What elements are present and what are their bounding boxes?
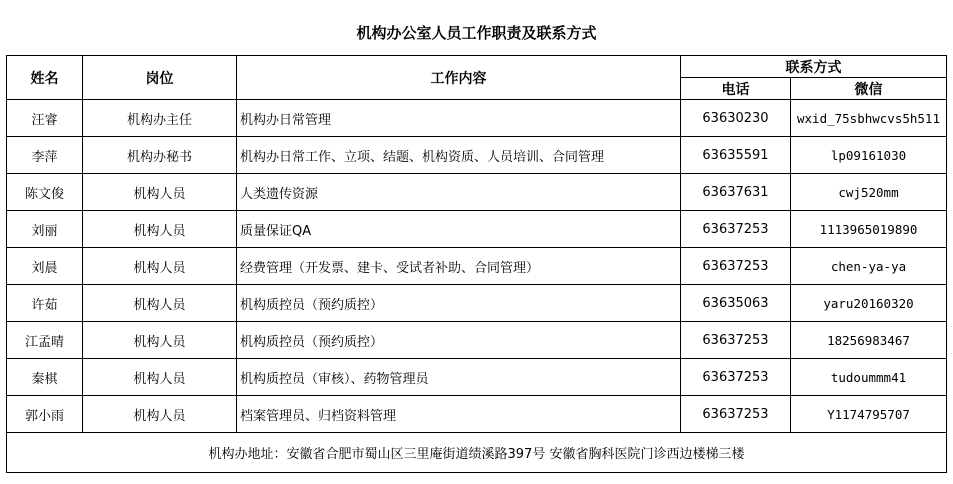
cell-name: 江孟晴 [7, 322, 83, 359]
cell-position: 机构人员 [83, 211, 237, 248]
header-contact: 联系方式 [681, 56, 947, 78]
cell-position: 机构人员 [83, 285, 237, 322]
office-address: 机构办地址：安徽省合肥市蜀山区三里庵街道绩溪路397号 安徽省胸科医院门诊西边楼梯三楼 [7, 433, 947, 473]
cell-wechat: 18256983467 [791, 322, 947, 359]
cell-wechat: lp09161030 [791, 137, 947, 174]
cell-work: 机构办日常管理 [237, 100, 681, 137]
table-row [7, 396, 947, 433]
header-wechat: 微信 [791, 78, 947, 100]
cell-work: 机构办日常工作、立项、结题、机构资质、人员培训、合同管理 [237, 137, 681, 174]
cell-position: 机构人员 [83, 248, 237, 285]
cell-work: 机构质控员（预约质控） [237, 285, 681, 322]
cell-name: 汪睿 [7, 100, 83, 137]
table-row [7, 100, 947, 137]
cell-position: 机构办主任 [83, 100, 237, 137]
table-row [7, 211, 947, 248]
cell-position: 机构人员 [83, 359, 237, 396]
header-phone: 电话 [681, 78, 791, 100]
cell-work: 质量保证QA [237, 211, 681, 248]
footer-row [7, 433, 947, 473]
cell-name: 许茹 [7, 285, 83, 322]
cell-name: 李萍 [7, 137, 83, 174]
cell-work: 机构质控员（审核）、药物管理员 [237, 359, 681, 396]
cell-name: 秦棋 [7, 359, 83, 396]
header-row [7, 56, 947, 78]
cell-wechat: 1113965019890 [791, 211, 947, 248]
table-row [7, 322, 947, 359]
cell-position: 机构人员 [83, 174, 237, 211]
header-position: 岗位 [83, 56, 237, 100]
cell-phone: 63637253 [681, 396, 791, 433]
cell-phone: 63637253 [681, 322, 791, 359]
cell-wechat: chen-ya-ya [791, 248, 947, 285]
page-title: 机构办公室人员工作职责及联系方式 [356, 24, 597, 42]
cell-name: 陈文俊 [7, 174, 83, 211]
cell-wechat: yaru20160320 [791, 285, 947, 322]
cell-phone: 63637253 [681, 211, 791, 248]
cell-position: 机构人员 [83, 322, 237, 359]
table-body [7, 100, 947, 473]
table-row [7, 359, 947, 396]
table-row [7, 174, 947, 211]
cell-phone: 63635591 [681, 137, 791, 174]
staff-table [6, 55, 947, 473]
cell-name: 刘晨 [7, 248, 83, 285]
cell-position: 机构人员 [83, 396, 237, 433]
cell-work: 人类遗传资源 [237, 174, 681, 211]
cell-wechat: tudoummm41 [791, 359, 947, 396]
cell-phone: 63630230 [681, 100, 791, 137]
cell-phone: 63637631 [681, 174, 791, 211]
cell-name: 郭小雨 [7, 396, 83, 433]
table-row [7, 248, 947, 285]
cell-work: 档案管理员、归档资料管理 [237, 396, 681, 433]
cell-name: 刘丽 [7, 211, 83, 248]
cell-work: 经费管理（开发票、建卡、受试者补助、合同管理） [237, 248, 681, 285]
table-row [7, 137, 947, 174]
cell-wechat: cwj520mm [791, 174, 947, 211]
table-row [7, 285, 947, 322]
header-work: 工作内容 [237, 56, 681, 100]
cell-work: 机构质控员（预约质控） [237, 322, 681, 359]
cell-phone: 63637253 [681, 248, 791, 285]
cell-phone: 63637253 [681, 359, 791, 396]
cell-wechat: wxid_75sbhwcvs5h511 [791, 100, 947, 137]
cell-position: 机构办秘书 [83, 137, 237, 174]
cell-wechat: Y1174795707 [791, 396, 947, 433]
header-name: 姓名 [7, 56, 83, 100]
cell-phone: 63635063 [681, 285, 791, 322]
